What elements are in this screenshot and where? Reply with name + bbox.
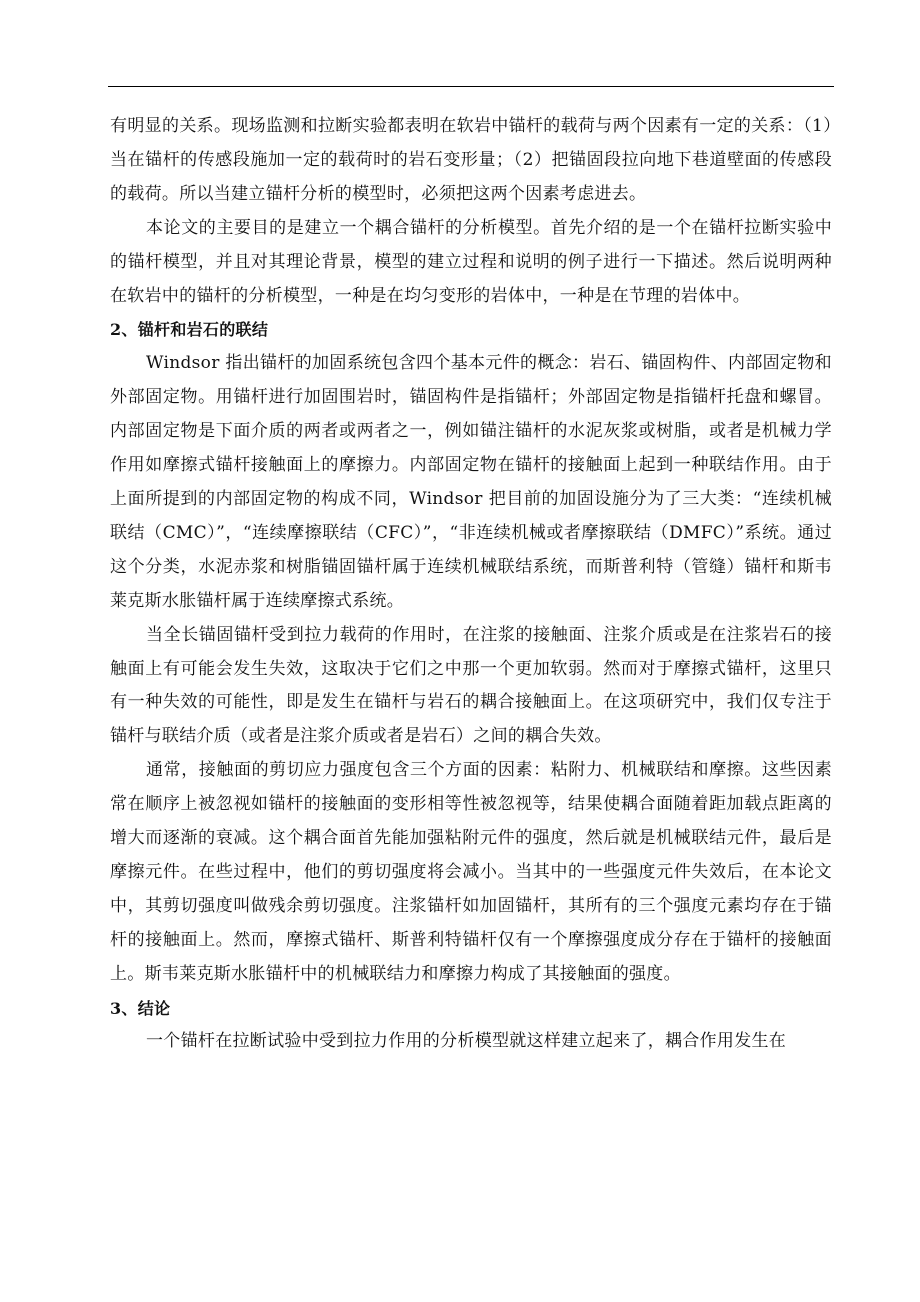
paragraph-windsor: Windsor 指出锚杆的加固系统包含四个基本元件的概念：岩石、锚固构件、内部固定物和外部固定物。用锚杆进行加固围岩时，锚固构件是指锚杆；外部固定物是指锚杆托盘和螺冒。内部固定物是下面介质的两者或两者之一，例如锚注锚杆的水泥灰浆或树脂，或者是机械力学作用如摩擦式锚杆接触面上的摩擦力。内部固定物在锚杆的接触面上起到一种联结作用。由于上面所提到的内部固定物的构成不同，Windsor 把目前的加固设施分为了三大类：“连续机械联结（CMC）”，“连续摩擦联结（CFC）”，“非连续机械或者摩擦联结（DMFC）”系统。通过这个分类，水泥赤浆和树脂锚固锚杆属于连续机械联结系统，而斯普利特（管缝）锚杆和斯韦莱克斯水胀锚杆属于连续摩擦式系统。 bbox=[110, 353, 832, 611]
section-heading-3: 3、结论 bbox=[110, 998, 171, 1018]
header-rule bbox=[108, 86, 834, 87]
paragraph-shear-strength: 通常，接触面的剪切应力强度包含三个方面的因素：粘附力、机械联结和摩擦。这些因素常在顺序上被忽视如锚杆的接触面的变形相等性被忽视等，结果使耦合面随着距加载点距离的增大而逐渐的衰减。这个耦合面首先能加强粘附元件的强度，然后就是机械联结元件，最后是摩擦元件。在些过程中，他们的剪切强度将会减小。当其中的一些强度元件失效后，在本论文中，其剪切强度叫做残余剪切强度。注浆锚杆如加固锚杆，其所有的三个强度元素均存在于锚杆的接触面上。然而，摩擦式锚杆、斯普利特锚杆仅有一个摩擦强度成分存在于锚杆的接触面上。斯韦莱克斯水胀锚杆中的机械联结力和摩擦力构成了其接触面的强度。 bbox=[110, 760, 832, 984]
paragraph-continuation: 有明显的关系。现场监测和拉断实验都表明在软岩中锚杆的载荷与两个因素有一定的关系：（1）当在锚杆的传感段施加一定的载荷时的岩石变形量；（2）把锚固段拉向地下巷道壁面的传感段的载荷。所以当建立锚杆分析的模型时，必须把这两个因素考虑进去。 bbox=[110, 116, 832, 204]
paragraph-conclusion: 一个锚杆在拉断试验中受到拉力作用的分析模型就这样建立起来了，耦合作用发生在 bbox=[146, 1031, 787, 1052]
paragraph-objective: 本论文的主要目的是建立一个耦合锚杆的分析模型。首先介绍的是一个在锚杆拉断实验中的锚杆模型，并且对其理论背景，模型的建立过程和说明的例子进行一下描述。然后说明两种在软岩中的锚杆的分析模型，一种是在均匀变形的岩体中，一种是在节理的岩体中。 bbox=[110, 217, 832, 306]
body-text bbox=[110, 110, 832, 1059]
section-heading-2: 2、锚杆和岩石的联结 bbox=[110, 320, 269, 340]
paragraph-failure: 当全长锚固锚杆受到拉力载荷的作用时，在注浆的接触面、注浆介质或是在注浆岩石的接触面上有可能会发生失效，这取决于它们之中那一个更加软弱。然而对于摩擦式锚杆，这里只有一种失效的可能性，即是发生在锚杆与岩石的耦合接触面上。在这项研究中，我们仅专注于锚杆与联结介质（或者是注浆介质或者是岩石）之间的耦合失效。 bbox=[110, 624, 832, 747]
